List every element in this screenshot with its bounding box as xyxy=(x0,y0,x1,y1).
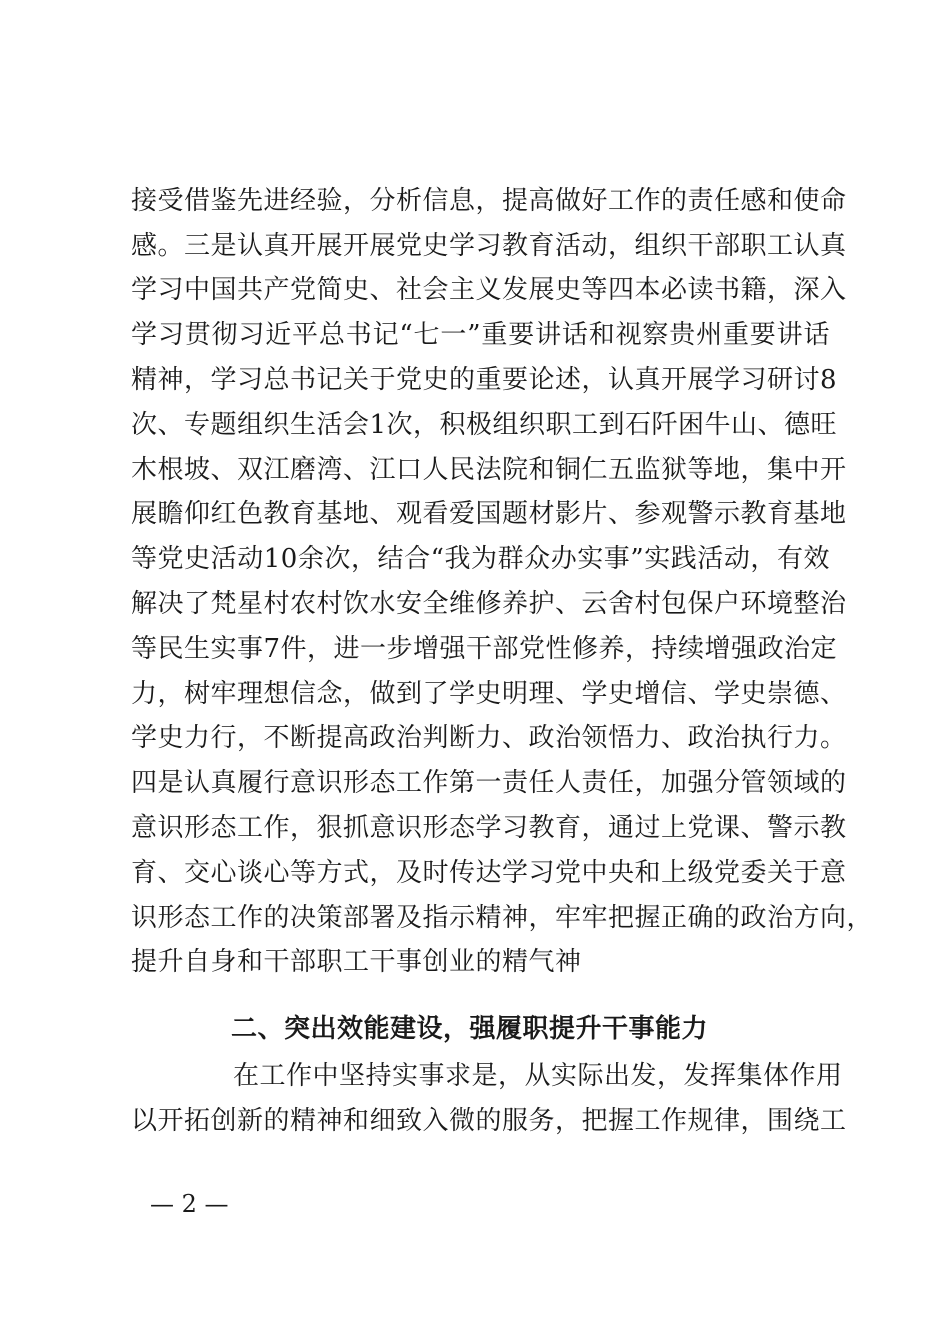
paragraph-line: 解决了梵星村农村饮水安全维修养护、云舍村包保户环境整治 xyxy=(131,589,847,619)
section-heading: 二、突出效能建设，强履职提升干事能力 xyxy=(231,1014,709,1044)
paragraph-line: 展瞻仰红色教育基地、观看爱国题材影片、参观警示教育基地 xyxy=(131,499,847,529)
paragraph-line: 次、专题组织生活会1次，积极组织职工到石阡困牛山、德旺 xyxy=(131,410,838,440)
paragraph-line: 育、交心谈心等方式，及时传达学习党中央和上级党委关于意 xyxy=(131,858,847,888)
paragraph-line: 识形态工作的决策部署及指示精神，牢牢把握正确的政治方向， xyxy=(131,903,874,933)
paragraph-line: 四是认真履行意识形态工作第一责任人责任，加强分管领域的 xyxy=(131,768,847,798)
paragraph-line: 提升自身和干部职工干事创业的精气神 xyxy=(131,947,582,977)
paragraph-line: 力，树牢理想信念，做到了学史明理、学史增信、学史崇德、 xyxy=(131,679,847,709)
paragraph-line: 接受借鉴先进经验，分析信息，提高做好工作的责任感和使命 xyxy=(131,186,847,216)
paragraph-line: 木根坡、双江磨湾、江口人民法院和铜仁五监狱等地，集中开 xyxy=(131,455,847,485)
section-line: 以开拓创新的精神和细致入微的服务，把握工作规律，围绕工 xyxy=(131,1106,847,1136)
paragraph-line: 感。三是认真开展开展党史学习教育活动，组织干部职工认真 xyxy=(131,231,847,261)
paragraph-line: 学史力行，不断提高政治判断力、政治领悟力、政治执行力。 xyxy=(131,723,847,753)
section-line: 在工作中坚持实事求是，从实际出发，发挥集体作用 xyxy=(233,1061,843,1091)
page-number: — 2 — xyxy=(150,1190,229,1218)
paragraph-line: 精神，学习总书记关于党史的重要论述，认真开展学习研讨8 xyxy=(131,365,838,395)
paragraph-line: 等党史活动10余次，结合“我为群众办实事”实践活动，有效 xyxy=(131,544,830,574)
paragraph-line: 等民生实事7件，进一步增强干部党性修养，持续增强政治定 xyxy=(131,634,838,664)
paragraph-line: 学习贯彻习近平总书记“七一”重要讲话和视察贵州重要讲话 xyxy=(131,320,830,350)
paragraph-line: 学习中国共产党简史、社会主义发展史等四本必读书籍，深入 xyxy=(131,275,847,305)
paragraph-line: 意识形态工作，狠抓意识形态学习教育，通过上党课、警示教 xyxy=(131,813,847,843)
